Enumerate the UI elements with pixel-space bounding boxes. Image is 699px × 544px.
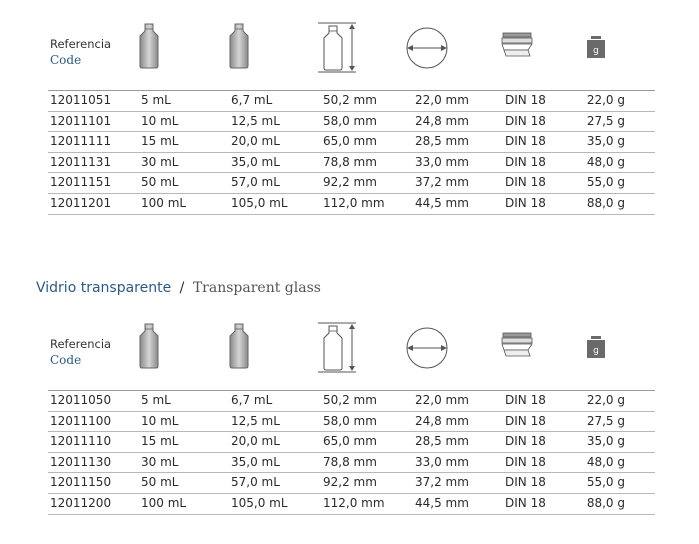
table-body <box>48 91 655 215</box>
capacity-cell: 20,0 mL <box>231 434 280 449</box>
code-label: Code <box>50 353 82 367</box>
volume-cell: 10 mL <box>141 413 179 428</box>
bottle-capacity-icon <box>226 22 252 70</box>
section-title-es: Vidrio transparente <box>36 280 172 296</box>
diameter-cell: 33,0 mm <box>415 154 469 169</box>
diameter-icon <box>404 326 450 370</box>
table-body <box>48 391 655 515</box>
diameter-cell: 37,2 mm <box>415 475 469 490</box>
reference-label: Referencia <box>50 37 112 51</box>
reference-cell: 12011201 <box>50 195 112 210</box>
volume-cell: 5 mL <box>141 393 171 407</box>
weight-cell: 48,0 g <box>586 454 625 469</box>
height-cell: 50,2 mm <box>323 93 377 107</box>
capacity-cell: 57,0 mL <box>231 475 280 490</box>
thread-icon <box>500 30 536 60</box>
height-cell: 50,2 mm <box>323 393 377 407</box>
capacity-cell: 105,0 mL <box>231 195 288 210</box>
reference-cell: 12011110 <box>50 434 112 449</box>
thread-cell: DIN 18 <box>505 454 546 469</box>
thread-cell: DIN 18 <box>505 393 546 407</box>
thread-cell: DIN 18 <box>505 93 546 107</box>
volume-cell: 5 mL <box>141 93 171 107</box>
reference-cell: 12011050 <box>50 393 112 407</box>
weight-cell: 27,5 g <box>586 413 625 428</box>
diameter-cell: 22,0 mm <box>415 93 469 107</box>
volume-cell: 100 mL <box>141 195 187 210</box>
weight-icon-label: g <box>593 46 599 56</box>
reference-cell: 12011051 <box>50 93 112 107</box>
weight-cell: 48,0 g <box>586 154 625 169</box>
product-table-1 <box>48 18 655 215</box>
weight-cell: 27,5 g <box>586 113 625 128</box>
thread-cell: DIN 18 <box>505 113 546 128</box>
weight-cell: 35,0 g <box>586 134 625 149</box>
height-cell: 65,0 mm <box>323 134 377 149</box>
table-row <box>48 91 655 112</box>
reference-cell: 12011131 <box>50 154 112 169</box>
capacity-cell: 6,7 mL <box>231 93 273 107</box>
reference-cell: 12011100 <box>50 413 112 428</box>
diameter-cell: 22,0 mm <box>415 393 469 407</box>
thread-cell: DIN 18 <box>505 413 546 428</box>
capacity-cell: 20,0 mL <box>231 134 280 149</box>
section-title <box>36 280 321 296</box>
weight-icon-label: g <box>593 346 599 356</box>
reference-cell: 12011130 <box>50 454 112 469</box>
thread-cell: DIN 18 <box>505 154 546 169</box>
volume-cell: 15 mL <box>141 134 179 149</box>
thread-cell: DIN 18 <box>505 495 546 510</box>
capacity-cell: 35,0 mL <box>231 154 280 169</box>
thread-cell: DIN 18 <box>505 434 546 449</box>
weight-icon <box>585 334 607 360</box>
diameter-cell: 24,8 mm <box>415 413 469 428</box>
table-row <box>48 173 655 194</box>
volume-cell: 30 mL <box>141 154 179 169</box>
diameter-cell: 28,5 mm <box>415 134 469 149</box>
height-cell: 58,0 mm <box>323 413 377 428</box>
diameter-cell: 37,2 mm <box>415 175 469 190</box>
capacity-cell: 6,7 mL <box>231 393 273 407</box>
volume-cell: 15 mL <box>141 434 179 449</box>
reference-cell: 12011200 <box>50 495 112 510</box>
reference-cell: 12011151 <box>50 175 112 190</box>
table-row <box>48 153 655 174</box>
height-cell: 78,8 mm <box>323 454 377 469</box>
diameter-cell: 24,8 mm <box>415 113 469 128</box>
table-header <box>48 18 655 91</box>
table-row <box>48 112 655 133</box>
height-cell: 78,8 mm <box>323 154 377 169</box>
diameter-cell: 28,5 mm <box>415 434 469 449</box>
thread-cell: DIN 18 <box>505 134 546 149</box>
height-cell: 92,2 mm <box>323 175 377 190</box>
reference-label: Referencia <box>50 337 112 351</box>
bottle-icon <box>136 22 162 70</box>
capacity-cell: 105,0 mL <box>231 495 288 510</box>
height-cell: 112,0 mm <box>323 195 385 210</box>
diameter-icon <box>404 26 450 70</box>
weight-cell: 55,0 g <box>586 175 625 190</box>
height-cell: 58,0 mm <box>323 113 377 128</box>
thread-cell: DIN 18 <box>505 195 546 210</box>
thread-cell: DIN 18 <box>505 175 546 190</box>
section-title-separator: / <box>179 280 185 296</box>
bottle-capacity-icon <box>226 322 252 370</box>
capacity-cell: 12,5 mL <box>231 413 280 428</box>
diameter-cell: 33,0 mm <box>415 454 469 469</box>
capacity-cell: 57,0 mL <box>231 175 280 190</box>
table-row <box>48 473 655 494</box>
table-row <box>48 194 655 215</box>
weight-cell: 55,0 g <box>586 475 625 490</box>
table-row <box>48 432 655 453</box>
product-table-2 <box>48 318 655 515</box>
table-row <box>48 391 655 412</box>
capacity-cell: 12,5 mL <box>231 113 280 128</box>
diameter-cell: 44,5 mm <box>415 195 469 210</box>
height-cell: 65,0 mm <box>323 434 377 449</box>
volume-cell: 100 mL <box>141 495 187 510</box>
table-row <box>48 453 655 474</box>
volume-cell: 10 mL <box>141 113 179 128</box>
reference-cell: 12011101 <box>50 113 112 128</box>
thread-icon <box>500 330 536 360</box>
weight-cell: 35,0 g <box>586 434 625 449</box>
bottle-height-icon <box>316 22 360 74</box>
table-row <box>48 132 655 153</box>
weight-cell: 88,0 g <box>586 495 625 510</box>
thread-cell: DIN 18 <box>505 475 546 490</box>
capacity-cell: 35,0 mL <box>231 454 280 469</box>
weight-cell: 22,0 g <box>586 93 625 107</box>
height-cell: 92,2 mm <box>323 475 377 490</box>
code-label: Code <box>50 53 82 67</box>
weight-icon <box>585 34 607 60</box>
bottle-icon <box>136 322 162 370</box>
bottle-height-icon <box>316 322 360 374</box>
reference-cell: 12011111 <box>50 134 112 149</box>
table-row <box>48 494 655 515</box>
weight-cell: 22,0 g <box>586 393 625 407</box>
section-title-en: Transparent glass <box>192 280 321 296</box>
height-cell: 112,0 mm <box>323 495 385 510</box>
volume-cell: 30 mL <box>141 454 179 469</box>
table-header <box>48 318 655 391</box>
table-row <box>48 412 655 433</box>
diameter-cell: 44,5 mm <box>415 495 469 510</box>
weight-cell: 88,0 g <box>586 195 625 210</box>
volume-cell: 50 mL <box>141 475 179 490</box>
volume-cell: 50 mL <box>141 175 179 190</box>
reference-cell: 12011150 <box>50 475 112 490</box>
